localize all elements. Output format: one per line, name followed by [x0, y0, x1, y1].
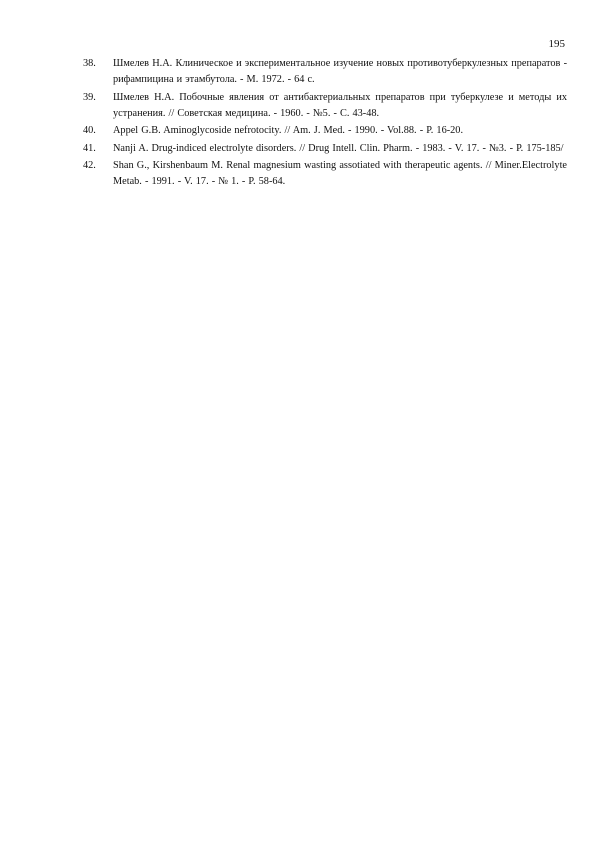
- reference-text: Nanji A. Drug-indiced electrolyte disorders. // Drug Intell. Clin. Pharm. - 1983. - V. 17. - №3. - P. 175-185/: [113, 142, 564, 154]
- reference-text: Appel G.B. Aminoglycoside nefrotocity. // Am. J. Med. - 1990. - Vol.88. - P. 16-20.: [113, 125, 464, 137]
- reference-number: 41.: [83, 142, 96, 154]
- reference-text: Shan G., Kirshenbaum M. Renal magnesium wasting assotiated with therapeutic agents. // Miner.Electrolyte Metab. - 1991. - V. 17. - № 1. - P. 58-64.: [113, 160, 567, 188]
- reference-item: [83, 123, 567, 139]
- reference-item: [83, 56, 567, 88]
- reference-item: [83, 141, 567, 157]
- reference-number: 38.: [83, 58, 96, 69]
- reference-list: [83, 56, 567, 192]
- reference-number: 39.: [83, 91, 96, 103]
- reference-text: Шмелев Н.А. Побочные явления от антибактериальных препаратов при туберкулезе и методы их устранения. // Советская медицина. - 1960. - №5. - С. 43-48.: [113, 91, 567, 119]
- reference-number: 40.: [83, 125, 96, 137]
- reference-item: [83, 158, 567, 190]
- reference-text: Шмелев Н.А. Клиническое и экспериментальное изучение новых противотуберкулезных препаратов - рифампицина и этамбутола. - М. 1972. - 64 с.: [113, 58, 567, 85]
- page-number: 195: [548, 38, 565, 50]
- reference-number: 42.: [83, 160, 96, 172]
- reference-item: [83, 90, 567, 122]
